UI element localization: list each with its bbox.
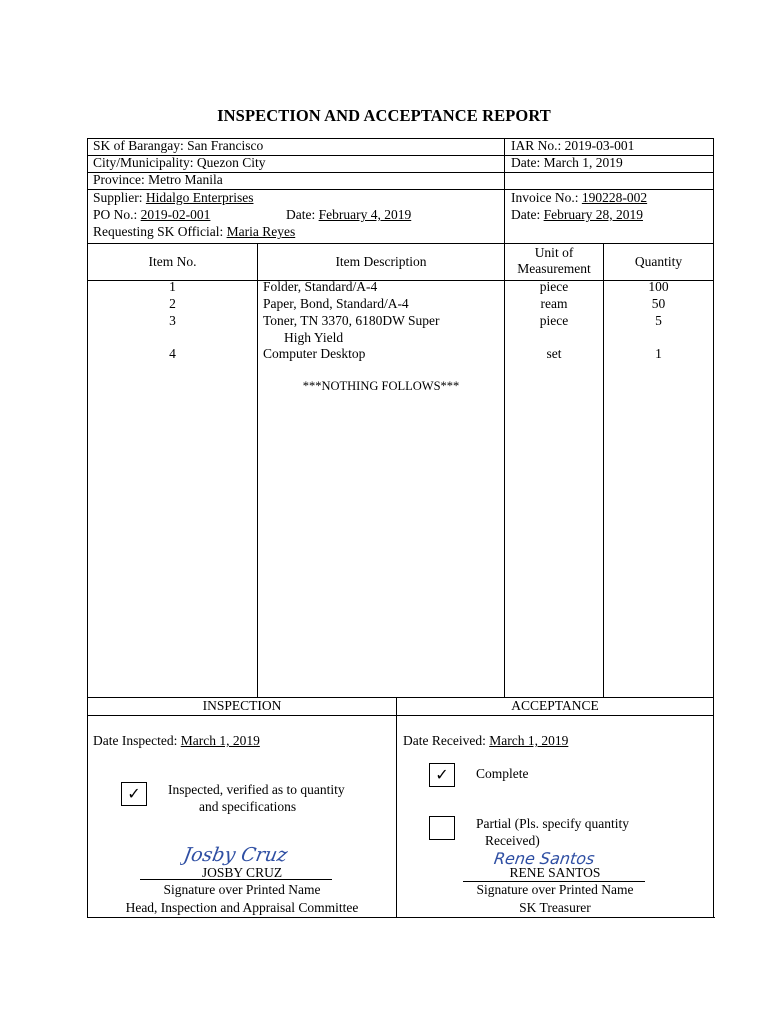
inspector-printed-name: JOSBY CRUZ bbox=[201, 865, 283, 880]
invoice-value: 190228-002 bbox=[581, 190, 648, 205]
item-quantity: 100 bbox=[648, 279, 669, 294]
col-header-unit-line1: Unit of bbox=[534, 245, 574, 260]
inspected-text-line1: Inspected, verified as to quantity bbox=[168, 782, 345, 797]
date-inspected-label: Date Inspected: bbox=[93, 733, 178, 748]
po-date-value: February 4, 2019 bbox=[318, 207, 412, 222]
invoice-date-value: February 28, 2019 bbox=[543, 207, 643, 222]
item-description: Computer Desktop bbox=[263, 346, 366, 361]
invoice-date-row bbox=[511, 207, 643, 223]
invoice-date-label: Date: bbox=[511, 207, 541, 222]
item-no: 4 bbox=[169, 346, 176, 361]
col-header-description: Item Description bbox=[335, 254, 427, 269]
po-value: 2019-02-001 bbox=[140, 207, 211, 222]
svg-text:Josby Cruz: Josby Cruz bbox=[181, 843, 290, 866]
inspection-heading: INSPECTION bbox=[202, 698, 282, 713]
supplier-row bbox=[93, 190, 253, 206]
partial-checkbox[interactable] bbox=[429, 816, 455, 840]
po-date-row bbox=[286, 207, 411, 223]
item-unit: piece bbox=[539, 313, 569, 328]
supplier-value: Hidalgo Enterprises bbox=[145, 190, 254, 205]
item-quantity: 50 bbox=[651, 296, 666, 311]
item-quantity: 5 bbox=[655, 313, 662, 328]
svg-text:Rene Santos: Rene Santos bbox=[492, 849, 596, 868]
official-label: Requesting SK Official: bbox=[93, 224, 224, 239]
partial-label-line2: Received) bbox=[485, 833, 540, 848]
iar-date: Date: March 1, 2019 bbox=[511, 155, 623, 170]
inspector-position: Head, Inspection and Appraisal Committee bbox=[125, 900, 359, 915]
col-header-item-no: Item No. bbox=[148, 254, 197, 269]
date-received-row bbox=[403, 733, 568, 749]
invoice-label: Invoice No.: bbox=[511, 190, 579, 205]
item-description: Paper, Bond, Standard/A-4 bbox=[263, 296, 409, 311]
date-inspected-row bbox=[93, 733, 260, 749]
inspected-text-line2: and specifications bbox=[199, 799, 297, 814]
item-quantity: 1 bbox=[655, 346, 662, 361]
supplier-label: Supplier: bbox=[93, 190, 143, 205]
date-received-value: March 1, 2019 bbox=[489, 733, 569, 748]
complete-checkbox[interactable]: ✓ bbox=[429, 763, 455, 787]
inspector-signature-caption: Signature over Printed Name bbox=[163, 882, 321, 897]
city-municipality: City/Municipality: Quezon City bbox=[93, 155, 266, 170]
item-unit: piece bbox=[539, 279, 569, 294]
date-received-label: Date Received: bbox=[403, 733, 486, 748]
item-description: Folder, Standard/A-4 bbox=[263, 279, 378, 294]
iar-number: IAR No.: 2019-03-001 bbox=[511, 138, 635, 153]
item-unit: ream bbox=[540, 296, 568, 311]
item-no: 2 bbox=[169, 296, 176, 311]
col-header-quantity: Quantity bbox=[634, 254, 683, 269]
inspected-checkbox[interactable]: ✓ bbox=[121, 782, 147, 806]
date-inspected-value: March 1, 2019 bbox=[180, 733, 260, 748]
po-label: PO No.: bbox=[93, 207, 138, 222]
item-no: 3 bbox=[169, 313, 176, 328]
acceptance-heading: ACCEPTANCE bbox=[511, 698, 599, 713]
treasurer-position: SK Treasurer bbox=[519, 900, 591, 915]
item-description-continued: High Yield bbox=[284, 330, 344, 345]
po-date-label: Date: bbox=[286, 207, 316, 222]
complete-label: Complete bbox=[476, 766, 529, 781]
partial-label-line1: Partial (Pls. specify quantity bbox=[476, 816, 629, 831]
requesting-official-row bbox=[93, 224, 295, 240]
province: Province: Metro Manila bbox=[93, 172, 223, 187]
treasurer-signature-caption: Signature over Printed Name bbox=[476, 882, 634, 897]
col-header-unit-line2: Measurement bbox=[517, 261, 591, 276]
report-title: INSPECTION AND ACCEPTANCE REPORT bbox=[217, 106, 551, 125]
sk-barangay: SK of Barangay: San Francisco bbox=[93, 138, 264, 153]
item-unit: set bbox=[546, 346, 562, 361]
official-value: Maria Reyes bbox=[226, 224, 296, 239]
po-row bbox=[93, 207, 210, 223]
item-description: Toner, TN 3370, 6180DW Super bbox=[263, 313, 440, 328]
invoice-row bbox=[511, 190, 647, 206]
treasurer-printed-name: RENE SANTOS bbox=[509, 865, 601, 880]
item-no: 1 bbox=[169, 279, 176, 294]
nothing-follows: ***NOTHING FOLLOWS*** bbox=[302, 379, 460, 393]
